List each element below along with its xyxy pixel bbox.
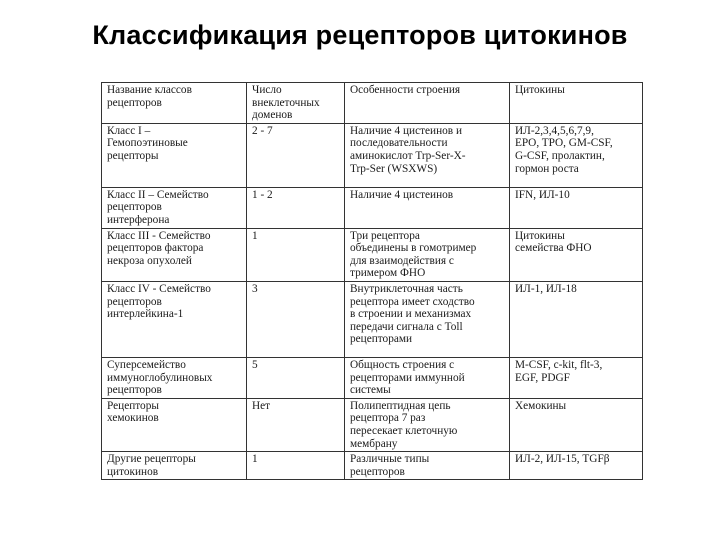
- table-row: [102, 398, 643, 451]
- cell-domains: 1: [247, 228, 345, 281]
- cell-class-name: Другие рецепторы цитокинов: [102, 452, 247, 480]
- cell-structure: Полипептидная цепь рецептора 7 раз пересекает клеточную мембрану: [345, 398, 510, 451]
- table-row: [102, 187, 643, 228]
- cell-domains: 2 - 7: [247, 123, 345, 187]
- cell-cytokines: M-CSF, c-kit, flt-3, EGF, PDGF: [510, 357, 643, 398]
- page-title: Классификация рецепторов цитокинов: [92, 20, 628, 50]
- table-row: [102, 228, 643, 281]
- cell-cytokines: ИЛ-2, ИЛ-15, TGFβ: [510, 452, 643, 480]
- cell-cytokines: IFN, ИЛ-10: [510, 187, 643, 228]
- cell-cytokines: ИЛ-1, ИЛ-18: [510, 281, 643, 357]
- header-cytokines: Цитокины: [510, 83, 643, 124]
- cell-cytokines: ИЛ-2,3,4,5,6,7,9, EPO, TPO, GM-CSF, G-CSF, пролактин, гормон роста: [510, 123, 643, 187]
- cell-domains: 1: [247, 452, 345, 480]
- cell-domains: 5: [247, 357, 345, 398]
- table-row: [102, 281, 643, 357]
- cell-cytokines: Хемокины: [510, 398, 643, 451]
- table-header-row: [102, 83, 643, 124]
- cell-class-name: Класс III - Семейство рецепторов фактора некроза опухолей: [102, 228, 247, 281]
- cell-structure: Общность строения с рецепторами иммунной системы: [345, 357, 510, 398]
- cell-class-name: Класс I – Гемопоэтиновые рецепторы: [102, 123, 247, 187]
- cell-structure: Три рецептора объединены в гомотример для взаимодействия с тримером ФНО: [345, 228, 510, 281]
- receptor-classification-table: [101, 82, 643, 480]
- table-row: [102, 123, 643, 187]
- cell-structure: Внутриклеточная часть рецептора имеет сходство в строении и механизмах передачи сигнала с Toll рецепторами: [345, 281, 510, 357]
- cell-domains: 3: [247, 281, 345, 357]
- header-structure: Особенности строения: [345, 83, 510, 124]
- cell-structure: Различные типы рецепторов: [345, 452, 510, 480]
- cell-domains: Нет: [247, 398, 345, 451]
- cell-class-name: Суперсемейство иммуноглобулиновых рецепторов: [102, 357, 247, 398]
- cell-domains: 1 - 2: [247, 187, 345, 228]
- header-domains: Число внеклеточных доменов: [247, 83, 345, 124]
- cell-class-name: Класс II – Семейство рецепторов интерферона: [102, 187, 247, 228]
- cell-structure: Наличие 4 цистеинов и последовательности аминокислот Trp-Ser-X- Trp-Ser (WSXWS): [345, 123, 510, 187]
- cell-class-name: Класс IV - Семейство рецепторов интерлейкина-1: [102, 281, 247, 357]
- table-row: [102, 357, 643, 398]
- cell-structure: Наличие 4 цистеинов: [345, 187, 510, 228]
- cell-cytokines: Цитокины семейства ФНО: [510, 228, 643, 281]
- cell-class-name: Рецепторы хемокинов: [102, 398, 247, 451]
- header-class-name: Название классов рецепторов: [102, 83, 247, 124]
- table-row: [102, 452, 643, 480]
